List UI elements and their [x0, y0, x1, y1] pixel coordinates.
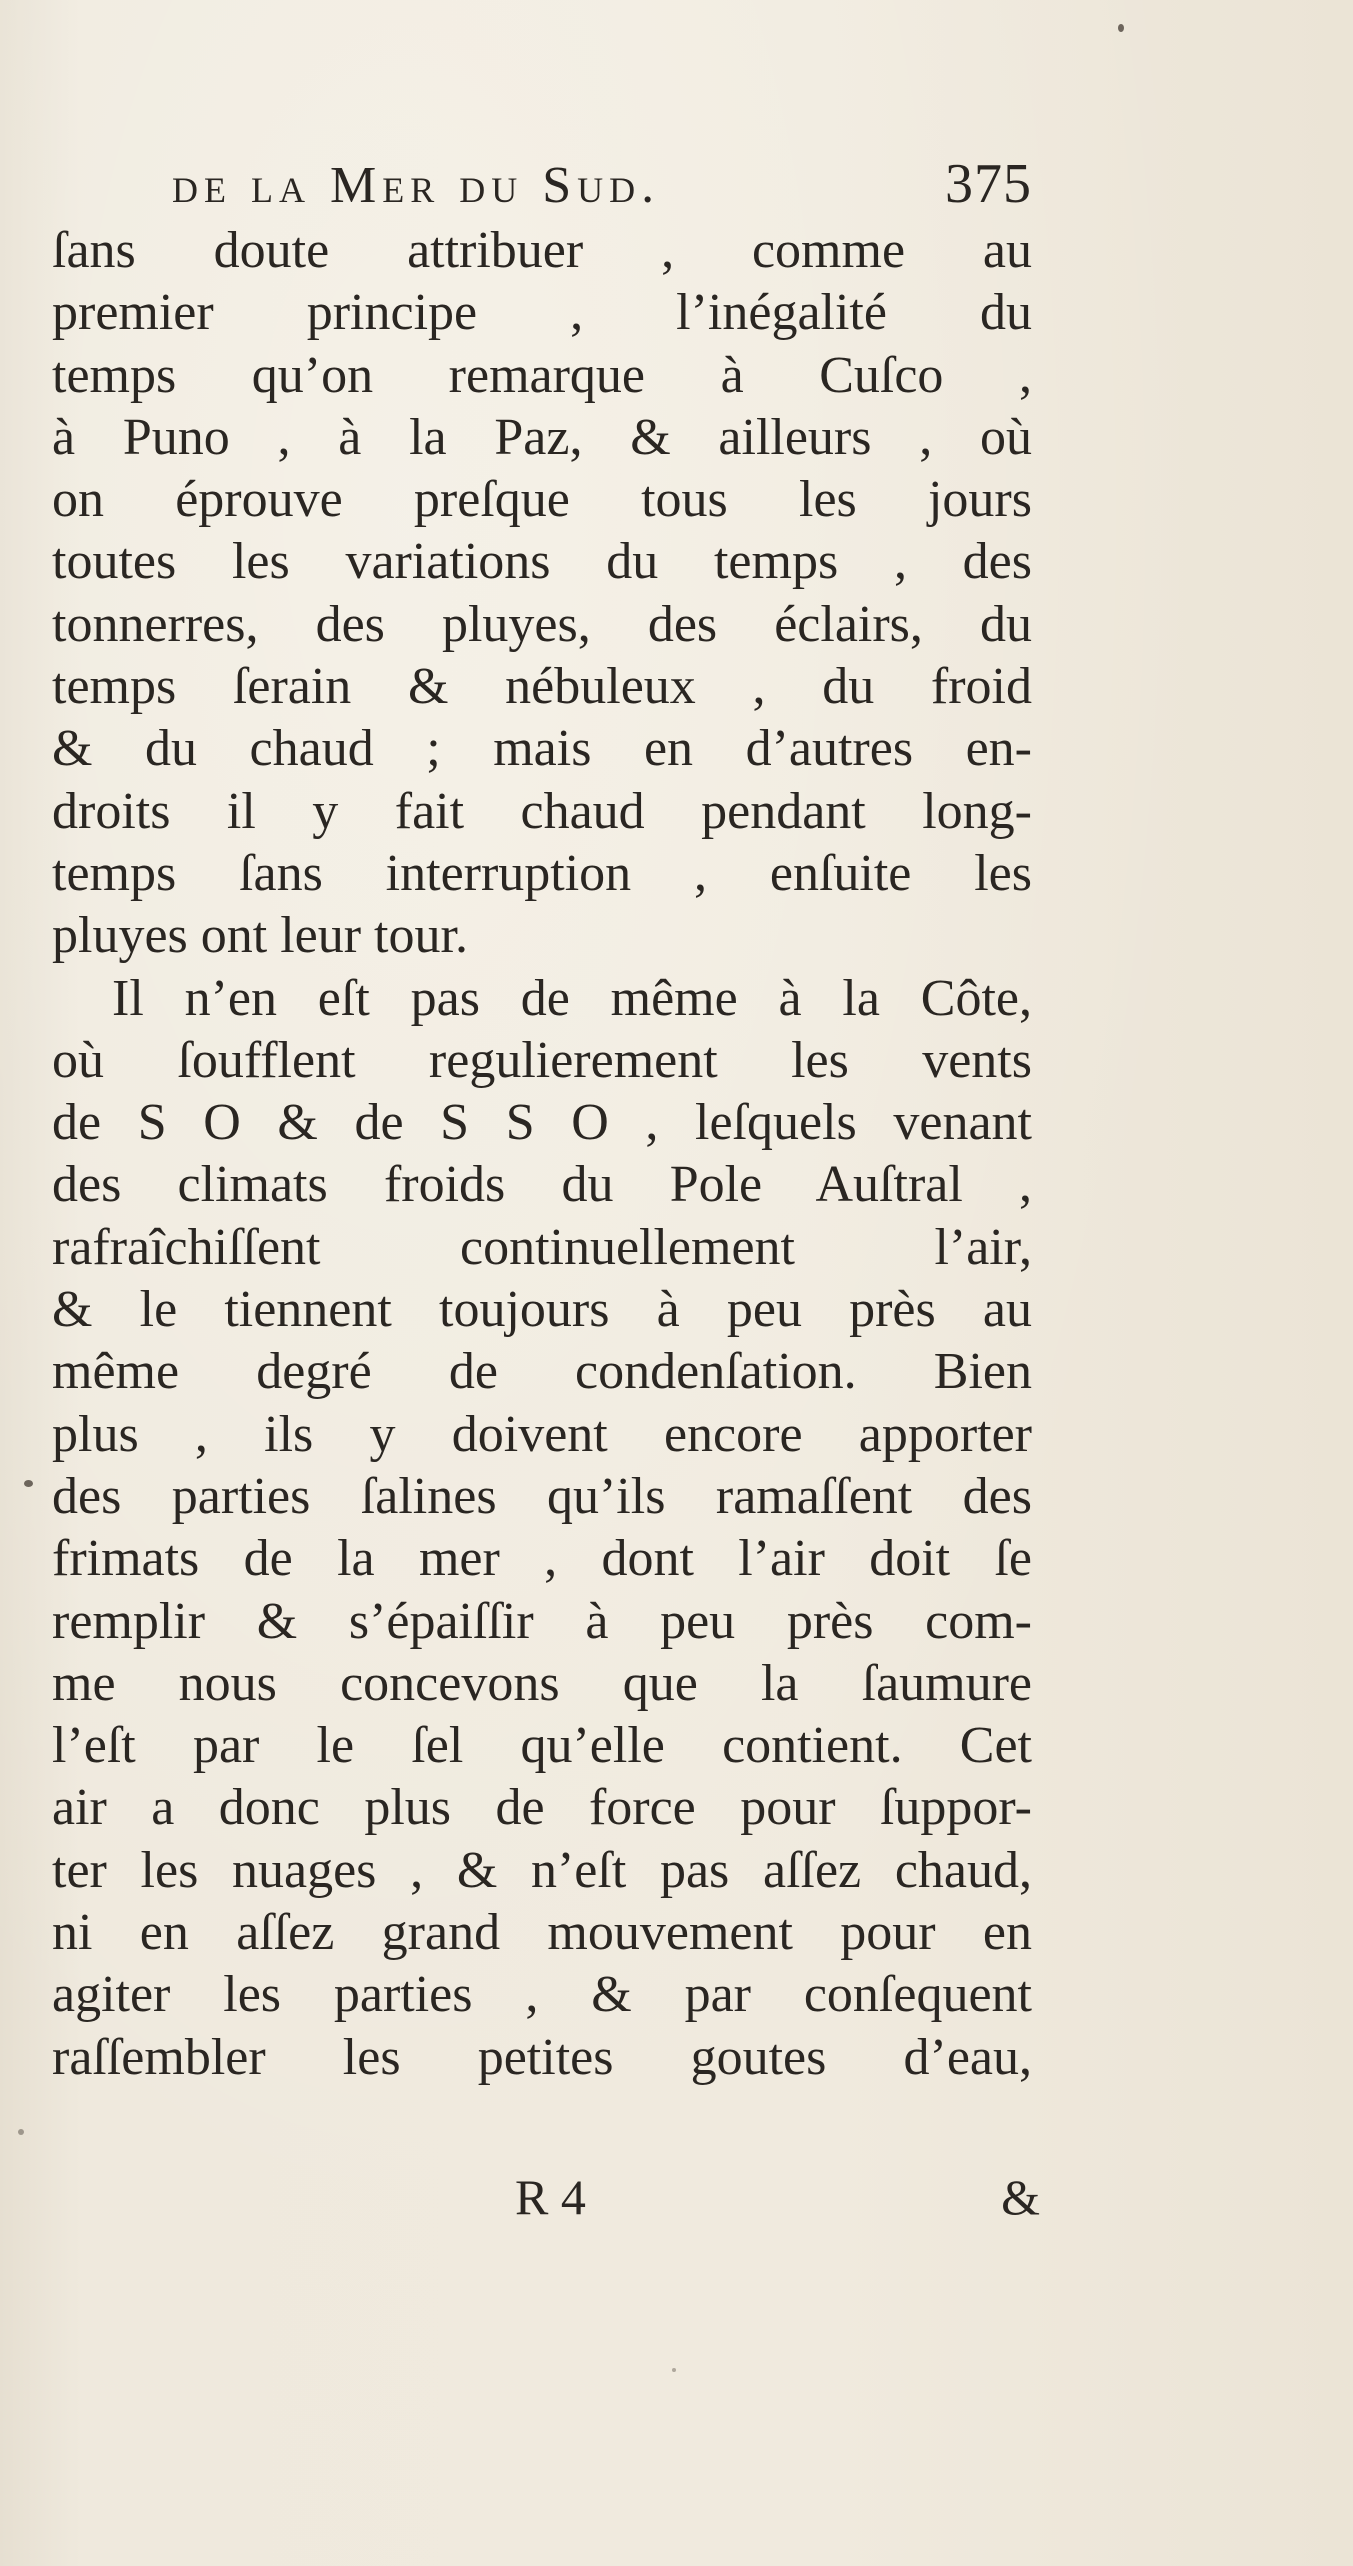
text-line: toutes les variations du temps , des — [52, 533, 1032, 591]
text-line: on éprouve preſque tous les jours — [52, 471, 1032, 529]
text-line: premier principe , l’inégalité du — [52, 284, 1032, 342]
text-line: plus , ils y doivent encore apporter — [52, 1405, 1032, 1463]
text-line: Il n’en eſt pas de même à la Côte, — [112, 969, 1032, 1027]
text-line: droits il y fait chaud pendant long- — [52, 782, 1032, 840]
paper-speck — [24, 1480, 33, 1487]
text-line: & du chaud ; mais en d’autres en- — [52, 720, 1032, 778]
text-line: temps ſerain & nébuleux , du froid — [52, 658, 1032, 716]
text-line: même degré de condenſation. Bien — [52, 1343, 1032, 1401]
text-line: ni en aſſez grand mouvement pour en — [52, 1904, 1032, 1962]
text-line: l’eſt par le ſel qu’elle contient. Cet — [52, 1717, 1032, 1775]
text-line: des parties ſalines qu’ils ramaſſent des — [52, 1467, 1032, 1525]
paragraph-1 — [52, 220, 1032, 968]
text-line: frimats de la mer , dont l’air doit ſe — [52, 1530, 1032, 1588]
text-line: ſans doute attribuer , comme au — [52, 222, 1032, 279]
text-line: tonnerres, des pluyes, des éclairs, du — [52, 595, 1032, 653]
page-header — [172, 152, 1032, 222]
text-line: air a donc plus de force pour ſuppor- — [52, 1779, 1032, 1837]
running-title: de la Mer du Sud. — [172, 157, 661, 214]
signature-mark: R 4 — [515, 2169, 586, 2225]
text-line: à Puno , à la Paz, & ailleurs , où — [52, 408, 1032, 466]
text-line: où ſoufflent regulierement les vents — [52, 1031, 1032, 1089]
text-line: me nous concevons que la ſaumure — [52, 1654, 1032, 1712]
page-number: 375 — [945, 153, 1032, 215]
catchword: & — [1001, 2169, 1040, 2225]
text-line: remplir & s’épaiſſir à peu près com- — [52, 1592, 1032, 1650]
paper-speck — [672, 2368, 676, 2372]
text-line: rafraîchiſſent continuellement l’air, — [52, 1218, 1032, 1276]
text-body — [52, 220, 1032, 2089]
text-line: temps qu’on remarque à Cuſco , — [52, 346, 1032, 404]
paper-speck — [1118, 24, 1124, 32]
text-line: temps ſans interruption , enſuite les — [52, 844, 1032, 902]
text-line: pluyes ont leur tour. — [52, 907, 468, 965]
text-line: raſſembler les petites goutes d’eau, — [52, 2028, 1032, 2086]
text-line: de S O & de S S O , leſquels venant — [52, 1094, 1032, 1152]
page-footer — [515, 2168, 1040, 2238]
text-line: des climats froids du Pole Auſtral , — [52, 1156, 1032, 1214]
text-line: ter les nuages , & n’eſt pas aſſez chaud, — [52, 1841, 1032, 1899]
paragraph-2 — [52, 968, 1032, 2089]
paper-speck — [18, 2129, 24, 2135]
text-line: agiter les parties , & par conſequent — [52, 1966, 1032, 2024]
text-line: & le tiennent toujours à peu près au — [52, 1281, 1032, 1339]
